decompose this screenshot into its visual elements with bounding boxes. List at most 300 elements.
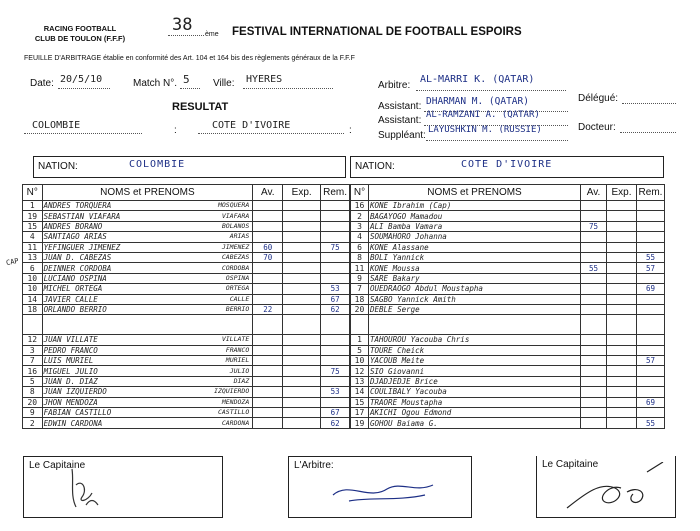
player-name-cell [42,221,253,231]
player-name: AKICHI Ogou Edmond [370,408,452,418]
table-row [351,387,665,397]
result-line-right [198,133,344,134]
player-name: ANDRES BORANO [43,221,103,231]
club-name [30,24,130,44]
minute-rem: 62 [321,304,350,314]
minute-rem [321,397,350,407]
minute-rem [637,294,665,304]
minute-rem [321,221,350,231]
player-name: ORLANDO BERRIO [43,305,107,315]
ville-line [243,88,333,89]
gap-cell [253,315,283,335]
table-row [23,273,350,283]
minute-rem [637,335,665,345]
table-row [351,284,665,294]
minute-av [253,263,283,273]
player-name: BAGAYOGO Mamadou [370,211,443,221]
col-header-num: N° [351,185,369,201]
minute-exp [607,273,637,283]
minute-rem: 69 [637,397,665,407]
player-name-cell [369,366,581,376]
minute-av [253,221,283,231]
resultat-label: RESULTAT [172,101,229,113]
minute-rem: 55 [637,252,665,262]
player-surname-check: VIAFARA [221,211,250,220]
minute-rem: 69 [637,284,665,294]
minute-av [581,304,607,314]
table-row [351,294,665,304]
player-surname-check: DIAZ [233,377,250,386]
minute-av [581,211,607,221]
player-name: EDWIN CARDONA [43,418,103,428]
player-number: 13 [23,252,43,262]
player-name-cell [369,356,581,366]
player-number: 4 [23,232,43,242]
result-team-right: COTE D'IVOIRE [212,120,291,131]
minute-rem: 55 [637,418,665,428]
minute-rem [637,221,665,231]
player-surname-check: JULIO [229,366,250,375]
player-number: 3 [23,345,43,355]
minute-av: 55 [581,263,607,273]
player-name-cell [369,201,581,211]
player-name-cell [369,294,581,304]
suppleant-line [426,140,568,141]
capitaine-right-label: Le Capitaine [542,459,599,470]
table-row [351,345,665,355]
result-team-left: COLOMBIE [32,120,81,131]
minute-av [253,345,283,355]
player-name: LUCIANO OSPINA [43,273,107,283]
player-number: 18 [351,294,369,304]
player-name: JUAN IZQUIERDO [43,387,107,397]
right-team-table [350,184,665,429]
minute-exp [283,252,321,262]
player-name: SIO Giovanni [370,366,425,376]
table-row [351,356,665,366]
player-name: ALI Bamba Vamara [370,221,443,231]
assistant2-value: AL-RAMZANI A. (QATAR) [426,110,540,120]
minute-exp [283,242,321,252]
col-header-rem: Rem. [321,185,350,201]
col-header-exp: Exp. [607,185,637,201]
signature-box-arbitre [288,456,472,518]
table-row [23,294,350,304]
player-name-cell [42,418,253,428]
minute-av [253,418,283,428]
player-name-cell [42,408,253,418]
player-surname-check: BERRIO [225,305,250,314]
minute-rem [321,273,350,283]
signature-box-capitaine-right [536,456,676,518]
table-row [23,408,350,418]
minute-av [581,201,607,211]
player-name: SOUMAHORO Johanna [370,232,447,242]
table-row [351,211,665,221]
minute-exp [607,397,637,407]
minute-rem [321,201,350,211]
player-number: 14 [23,294,43,304]
docteur-line [620,132,676,133]
player-name-cell [42,252,253,262]
minute-exp [283,335,321,345]
player-surname-check: BOLANOS [221,221,250,230]
minute-rem [637,304,665,314]
minute-av [581,356,607,366]
player-name: ANDRES TORQUERA [43,201,112,211]
minute-rem [321,211,350,221]
signature-scribble-icon [64,465,104,513]
referee-signature-icon [329,471,439,507]
table-row [351,221,665,231]
player-name-cell [42,232,253,242]
player-name-cell [369,345,581,355]
player-name-cell [369,211,581,221]
date-value: 20/5/10 [60,74,103,85]
player-number: 4 [351,232,369,242]
table-row [351,397,665,407]
player-name: JAVIER CALLE [43,294,98,304]
match-line [180,88,200,89]
gap-cell [351,315,369,335]
minute-rem: 57 [637,356,665,366]
player-name-cell [42,273,253,283]
minute-rem [321,252,350,262]
player-name-cell [42,376,253,386]
player-name-cell [42,263,253,273]
minute-av [253,335,283,345]
minute-exp [283,366,321,376]
player-name-cell [369,335,581,345]
minute-av: 70 [253,252,283,262]
col-header-rem: Rem. [637,185,665,201]
player-name-cell [42,356,253,366]
minute-rem [637,408,665,418]
player-number: 15 [23,221,43,231]
player-number: 15 [351,397,369,407]
table-row [351,376,665,386]
table-row [351,366,665,376]
festival-title: FESTIVAL INTERNATIONAL DE FOOTBALL ESPOIRS [232,26,522,38]
player-number: 10 [23,273,43,283]
minute-av [253,294,283,304]
minute-exp [607,221,637,231]
minute-exp [283,408,321,418]
delegue-label: Délégué: [578,93,619,104]
minute-av [253,273,283,283]
match-label: Match N°. [133,78,178,89]
player-name-cell [369,418,581,428]
table-row [23,304,350,314]
table-row [351,263,665,273]
minute-av: 75 [581,221,607,231]
minute-av [581,335,607,345]
minute-exp [283,232,321,242]
minute-rem [637,366,665,376]
result-line-left [24,133,142,134]
minute-av [581,273,607,283]
minute-av [253,387,283,397]
player-name: TAHOUROU Yacouba Chris [370,335,470,345]
player-number: 9 [351,273,369,283]
minute-av [253,232,283,242]
player-number: 2 [23,418,43,428]
minute-av [581,387,607,397]
gap-cell [283,315,321,335]
player-name: FABIAN CASTILLO [43,408,112,418]
minute-av [581,376,607,386]
player-number: 8 [23,387,43,397]
minute-av [581,418,607,428]
minute-exp [607,242,637,252]
player-name: MIGUEL JULIO [43,366,98,376]
minute-exp [283,263,321,273]
minute-rem [321,376,350,386]
date-label: Date: [30,78,54,89]
player-surname-check: CALLE [229,294,250,303]
minute-exp [607,366,637,376]
player-surname-check: MURIEL [225,356,250,365]
section-gap-row [351,315,665,335]
player-name: MICHEL ORTEGA [43,284,103,294]
minute-rem [637,242,665,252]
table-row [23,252,350,262]
minute-exp [607,418,637,428]
player-surname-check: OSPINA [225,273,250,282]
minute-rem [637,387,665,397]
player-surname-check: CARDONA [221,418,250,427]
left-header-row [23,185,350,201]
minute-exp [607,211,637,221]
result-colon-1: : [174,125,177,136]
table-row [23,335,350,345]
minute-rem [321,345,350,355]
minute-rem: 67 [321,294,350,304]
date-line [58,88,110,89]
ville-value: HYERES [246,74,283,85]
player-surname-check: ARIAS [229,232,250,241]
player-name-cell [42,345,253,355]
minute-exp [283,356,321,366]
player-surname-check: IZQUIERDO [214,387,250,396]
minute-rem [321,232,350,242]
table-row [23,356,350,366]
col-header-names: NOMS et PRENOMS [369,185,581,201]
minute-rem: 75 [321,242,350,252]
player-name: JUAN D. DIAZ [43,377,98,387]
player-name-cell [369,408,581,418]
player-name: OUEDRAOGO Abdul Moustapha [370,284,483,294]
player-name: DEBLE Serge [370,305,420,315]
player-number: 10 [23,284,43,294]
player-number: 5 [351,345,369,355]
minute-rem [321,263,350,273]
minute-av [253,201,283,211]
player-number: 9 [23,408,43,418]
player-number: 13 [351,376,369,386]
minute-av [253,376,283,386]
player-name: KONE Ibrahim (Cap) [370,201,452,211]
ville-label: Ville: [213,78,235,89]
gap-cell [23,315,43,335]
player-name: JHON MENDOZA [43,397,98,407]
player-number: 12 [23,335,43,345]
player-number: 20 [23,397,43,407]
delegue-line [622,103,676,104]
minute-exp [607,284,637,294]
player-name: JUAN D. CABEZAS [43,253,112,263]
gap-cell [637,315,665,335]
minute-av [581,366,607,376]
player-name-cell [369,263,581,273]
gap-cell [42,315,253,335]
player-number: 18 [23,304,43,314]
minute-exp [283,418,321,428]
player-name-cell [42,284,253,294]
player-name-cell [369,273,581,283]
table-row [23,345,350,355]
minute-rem: 62 [321,418,350,428]
player-name-cell [369,304,581,314]
section-gap-row [23,315,350,335]
player-name: GOHOU Baiama G. [370,418,438,428]
minute-exp [607,376,637,386]
player-number: 19 [23,211,43,221]
table-row [23,211,350,221]
table-row [23,366,350,376]
minute-exp [283,201,321,211]
minute-exp [283,387,321,397]
club-line-1: RACING FOOTBALL [43,24,117,33]
player-number: 1 [23,201,43,211]
player-number: 7 [23,356,43,366]
minute-exp [607,201,637,211]
player-number: 11 [351,263,369,273]
player-name: SEBASTIAN VIAFARA [43,211,121,221]
player-number: 11 [23,242,43,252]
table-row [23,221,350,231]
player-name: PEDRO FRANCO [43,345,98,355]
assistant1-value: DHARMAN M. (QATAR) [426,96,529,107]
player-number: 6 [23,263,43,273]
player-number: 6 [351,242,369,252]
table-row [351,335,665,345]
player-surname-check: CABEZAS [221,253,250,262]
minute-exp [607,335,637,345]
minute-av [581,408,607,418]
nation-left-value: COLOMBIE [129,159,186,170]
minute-rem: 53 [321,387,350,397]
table-row [23,376,350,386]
player-name-cell [42,242,253,252]
minute-av [253,284,283,294]
minute-exp [607,304,637,314]
docteur-label: Docteur: [578,122,616,133]
player-name-cell [42,335,253,345]
player-surname-check: ORTEGA [225,284,250,293]
player-name: JUAN VILLATE [43,335,98,345]
player-number: 16 [23,366,43,376]
col-header-num: N° [23,185,43,201]
col-header-av: Av. [581,185,607,201]
player-name-cell [42,304,253,314]
player-name-cell [369,376,581,386]
player-surname-check: VILLATE [221,335,250,344]
player-name: YACOUB Meite [370,356,425,366]
table-row [351,408,665,418]
player-number: 7 [351,284,369,294]
player-name: COULIBALY Yacouba [370,387,447,397]
table-row [351,201,665,211]
nation-left-box [33,156,346,178]
minute-rem [321,356,350,366]
player-name-cell [369,284,581,294]
col-header-exp: Exp. [283,185,321,201]
gap-cell [607,315,637,335]
capitaine-left-label: Le Capitaine [29,460,86,471]
minute-rem [637,201,665,211]
minute-exp [607,345,637,355]
nation-right-value: COTE D'IVOIRE [461,159,553,170]
minute-av [253,211,283,221]
signature-box-capitaine-left [23,456,223,518]
player-name: KONE Alassane [370,242,429,252]
player-name: DEINNER CORDOBA [43,263,112,273]
player-name-cell [369,232,581,242]
minute-av: 22 [253,304,283,314]
player-name-cell [369,397,581,407]
minute-rem: 75 [321,366,350,376]
minute-exp [607,232,637,242]
edition-suffix: ème [205,31,219,38]
player-name: YEFINGUER JIMENEZ [43,242,121,252]
minute-exp [283,221,321,231]
left-team-table [22,184,350,429]
arbitre-value: AL-MARRI K. (QATAR) [420,74,535,85]
minute-rem [637,232,665,242]
minute-exp [283,397,321,407]
minute-av: 60 [253,242,283,252]
player-surname-check: CORDOBA [221,263,250,272]
suppleant-value: LAYUSHKIN M. (RUSSIE) [428,125,542,135]
minute-exp [283,376,321,386]
club-line-2: CLUB DE TOULON (F.F.F) [34,34,126,43]
player-name-cell [369,221,581,231]
player-name: LUIS MURIEL [43,356,94,366]
player-name: TRAORE Moustapha [370,397,443,407]
minute-av [581,242,607,252]
player-name-cell [369,242,581,252]
player-surname-check: MOSQUERA [217,201,250,210]
minute-rem: 67 [321,408,350,418]
player-name: BOLI Yannick [370,253,425,263]
player-name: SAGBO Yannick Amith [370,294,456,304]
player-number: 19 [351,418,369,428]
player-number: 10 [351,356,369,366]
player-number: 2 [351,211,369,221]
minute-av [581,345,607,355]
player-number: 8 [351,252,369,262]
player-name-cell [42,294,253,304]
player-number: 16 [351,201,369,211]
player-name: KONE Moussa [370,263,420,273]
player-number: 14 [351,387,369,397]
table-row [23,387,350,397]
player-name-cell [42,211,253,221]
player-number: 3 [351,221,369,231]
player-number: 20 [351,304,369,314]
player-surname-check: MENDOZA [221,397,250,406]
